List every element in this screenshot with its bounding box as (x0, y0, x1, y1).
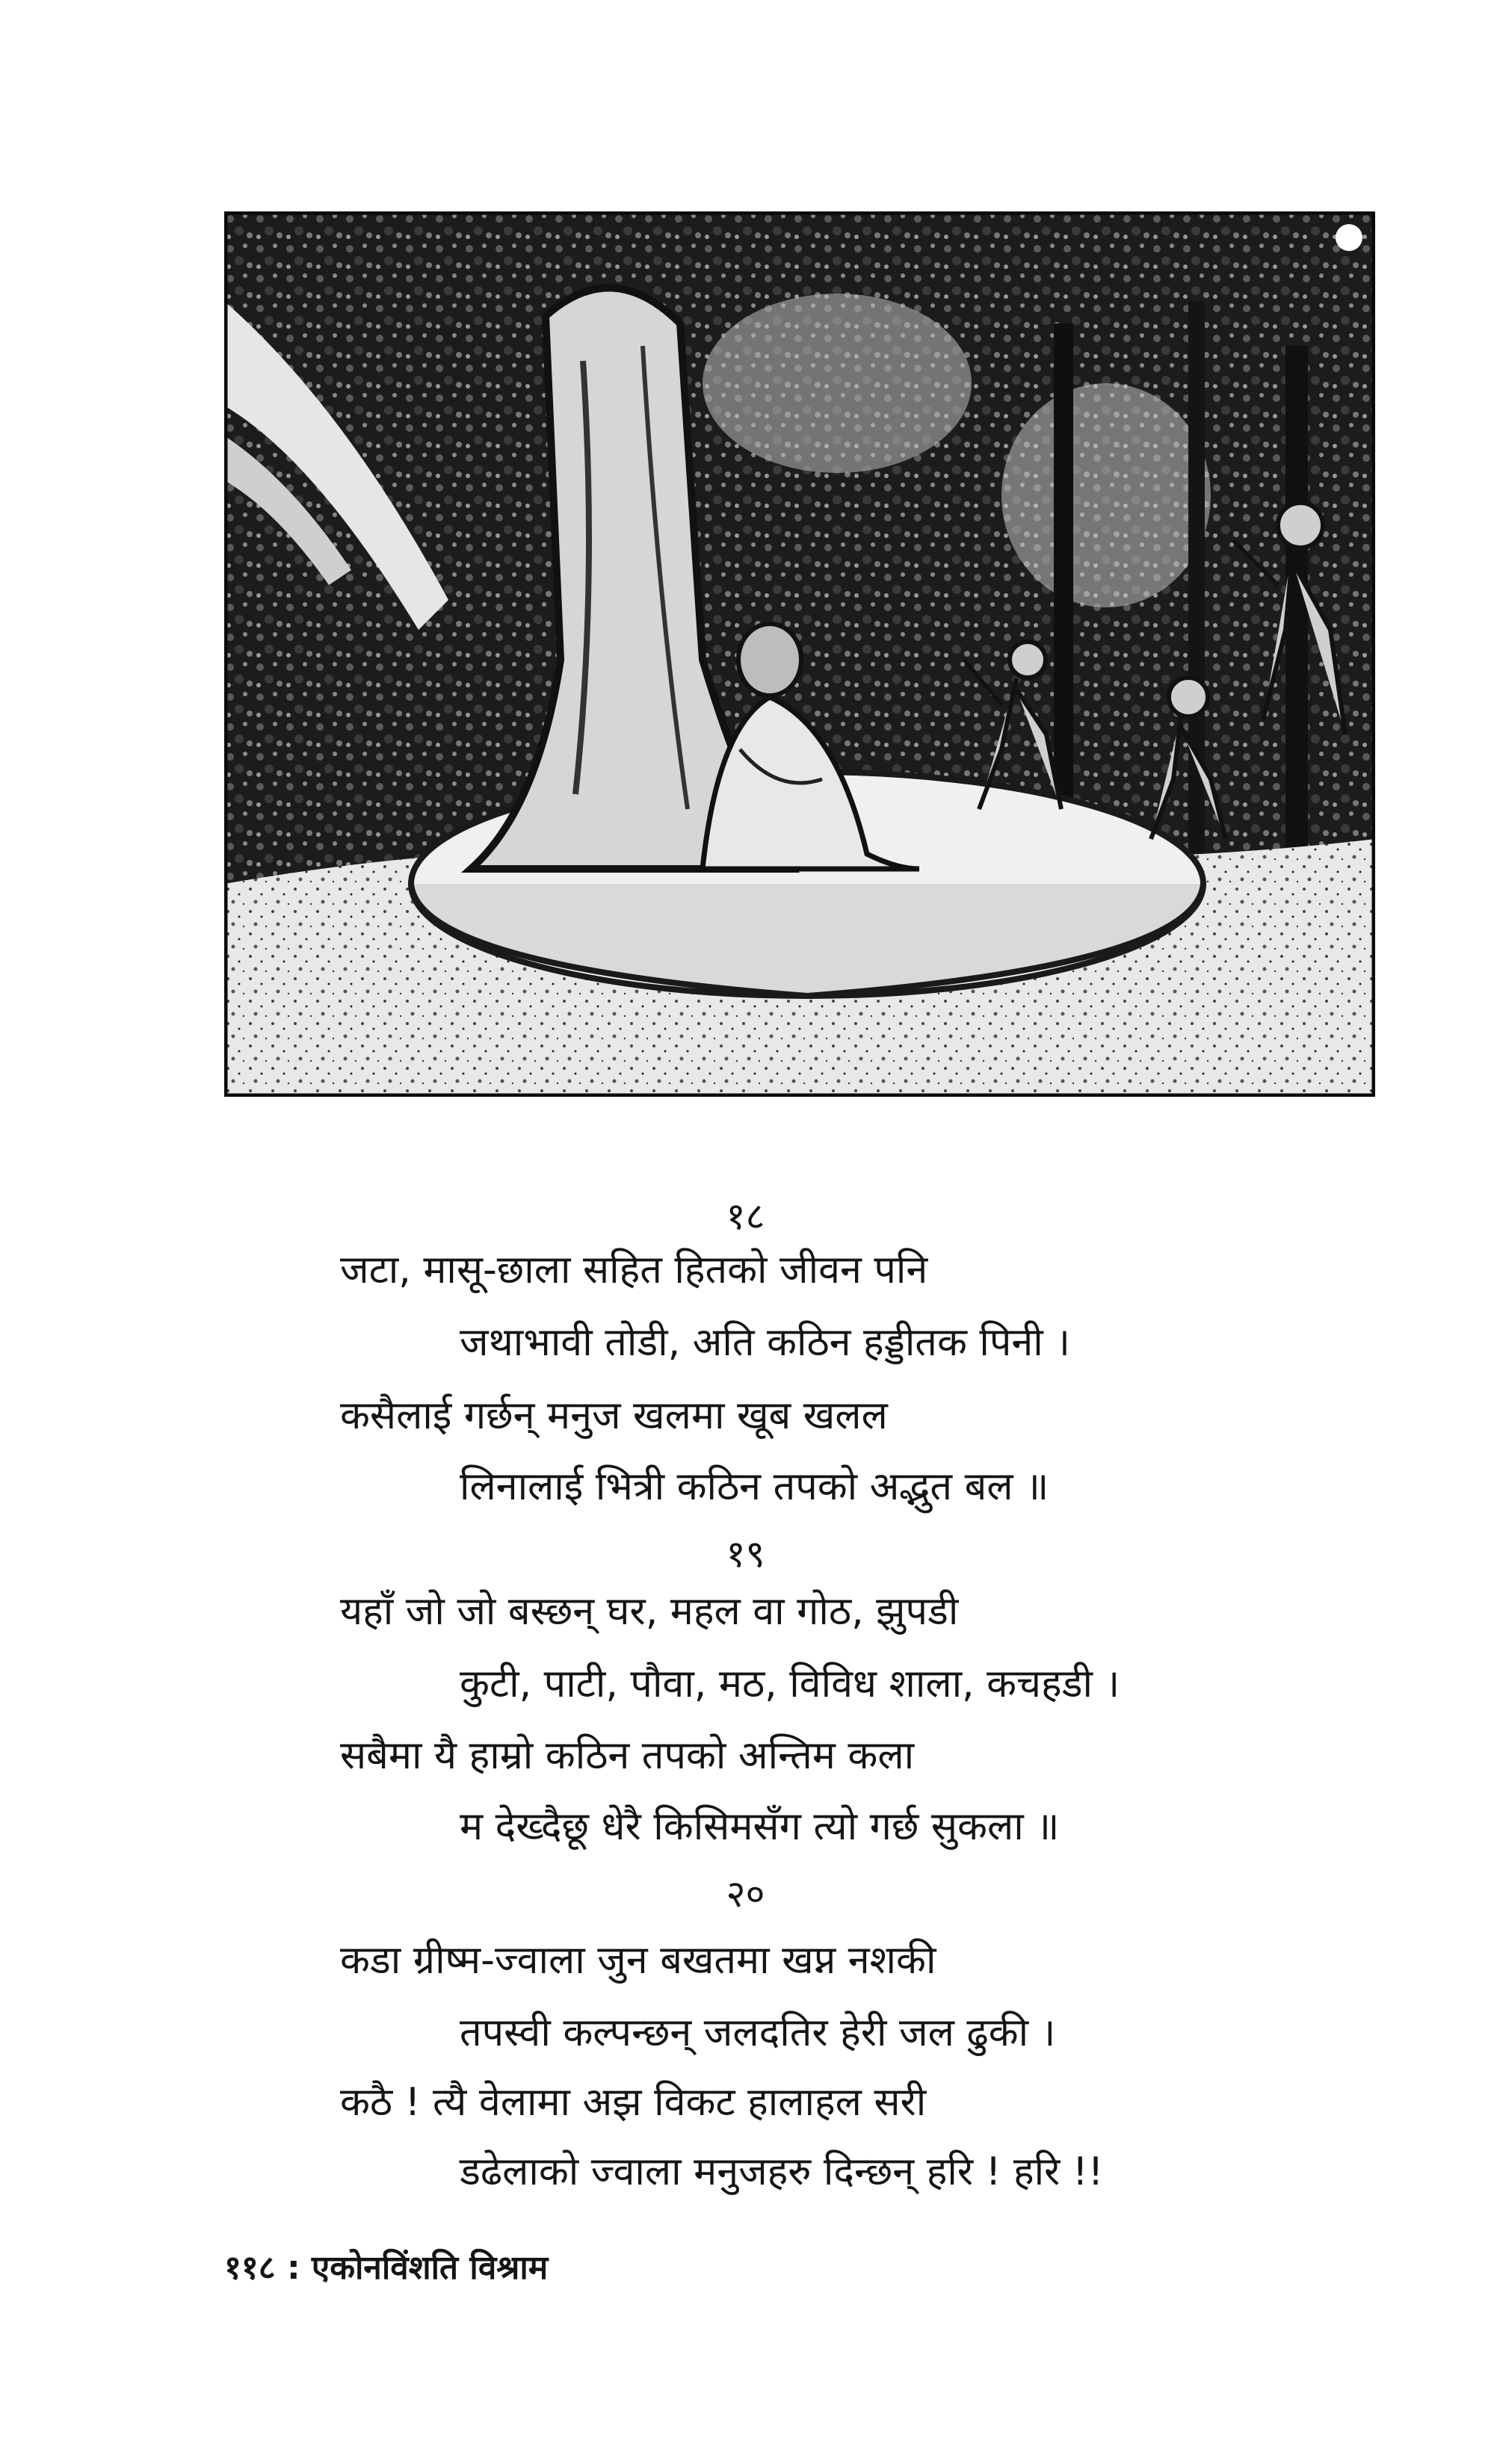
verse-line: कठै ! त्यै वेलामा अझ विकट हालाहल सरी (340, 2080, 927, 2125)
chapter-title: एकोनविंशति विश्राम (311, 2249, 549, 2287)
verse-line: कडा ग्रीष्म-ज्वाला जुन बखतमा खप्न नशकी (340, 1938, 936, 1983)
verse-line: कुटी, पाटी, पौवा, मठ, विविध शाला, कचहडी । (460, 1662, 1120, 1706)
stanza-number-19: १९ (726, 1532, 765, 1576)
forest-illustration-drawing (224, 211, 1375, 1097)
verse-line: जथाभावी तोडी, अति कठिन हड्डीतक पिनी । (460, 1320, 1070, 1365)
verse-line: तपस्वी कल्पन्छन् जलदतिर हेरी जल ढुकी । (460, 2010, 1056, 2055)
footer-separator: : (286, 2249, 300, 2287)
page-number: ११८ (224, 2249, 276, 2287)
verse-line: म देख्दैछू धेरै किसिमसँग त्यो गर्छ सुकला ॥ (460, 1804, 1060, 1849)
verse-line: डढेलाको ज्वाला मनुजहरु दिन्छन् हरि ! हरि !! (460, 2149, 1104, 2194)
verse-line: लिनालाई भित्री कठिन तपको अद्भुत बल ॥ (460, 1464, 1049, 1509)
verse-line: जटा, मासू-छाला सहित हितको जीवन पनि (340, 1248, 928, 1293)
forest-illustration (224, 211, 1375, 1097)
stanza-number-20: २० (726, 1872, 765, 1916)
verse-line: सबैमा यै हाम्रो कठिन तपको अन्तिम कला (340, 1733, 915, 1778)
page-footer (224, 2247, 548, 2289)
stanza-number-18: १८ (726, 1195, 765, 1238)
verse-line: यहाँ जो जो बस्छन् घर, महल वा गोठ, झुपडी (340, 1589, 959, 1634)
verse-line: कसैलाई गर्छन् मनुज खलमा खूब खलल (340, 1393, 888, 1438)
